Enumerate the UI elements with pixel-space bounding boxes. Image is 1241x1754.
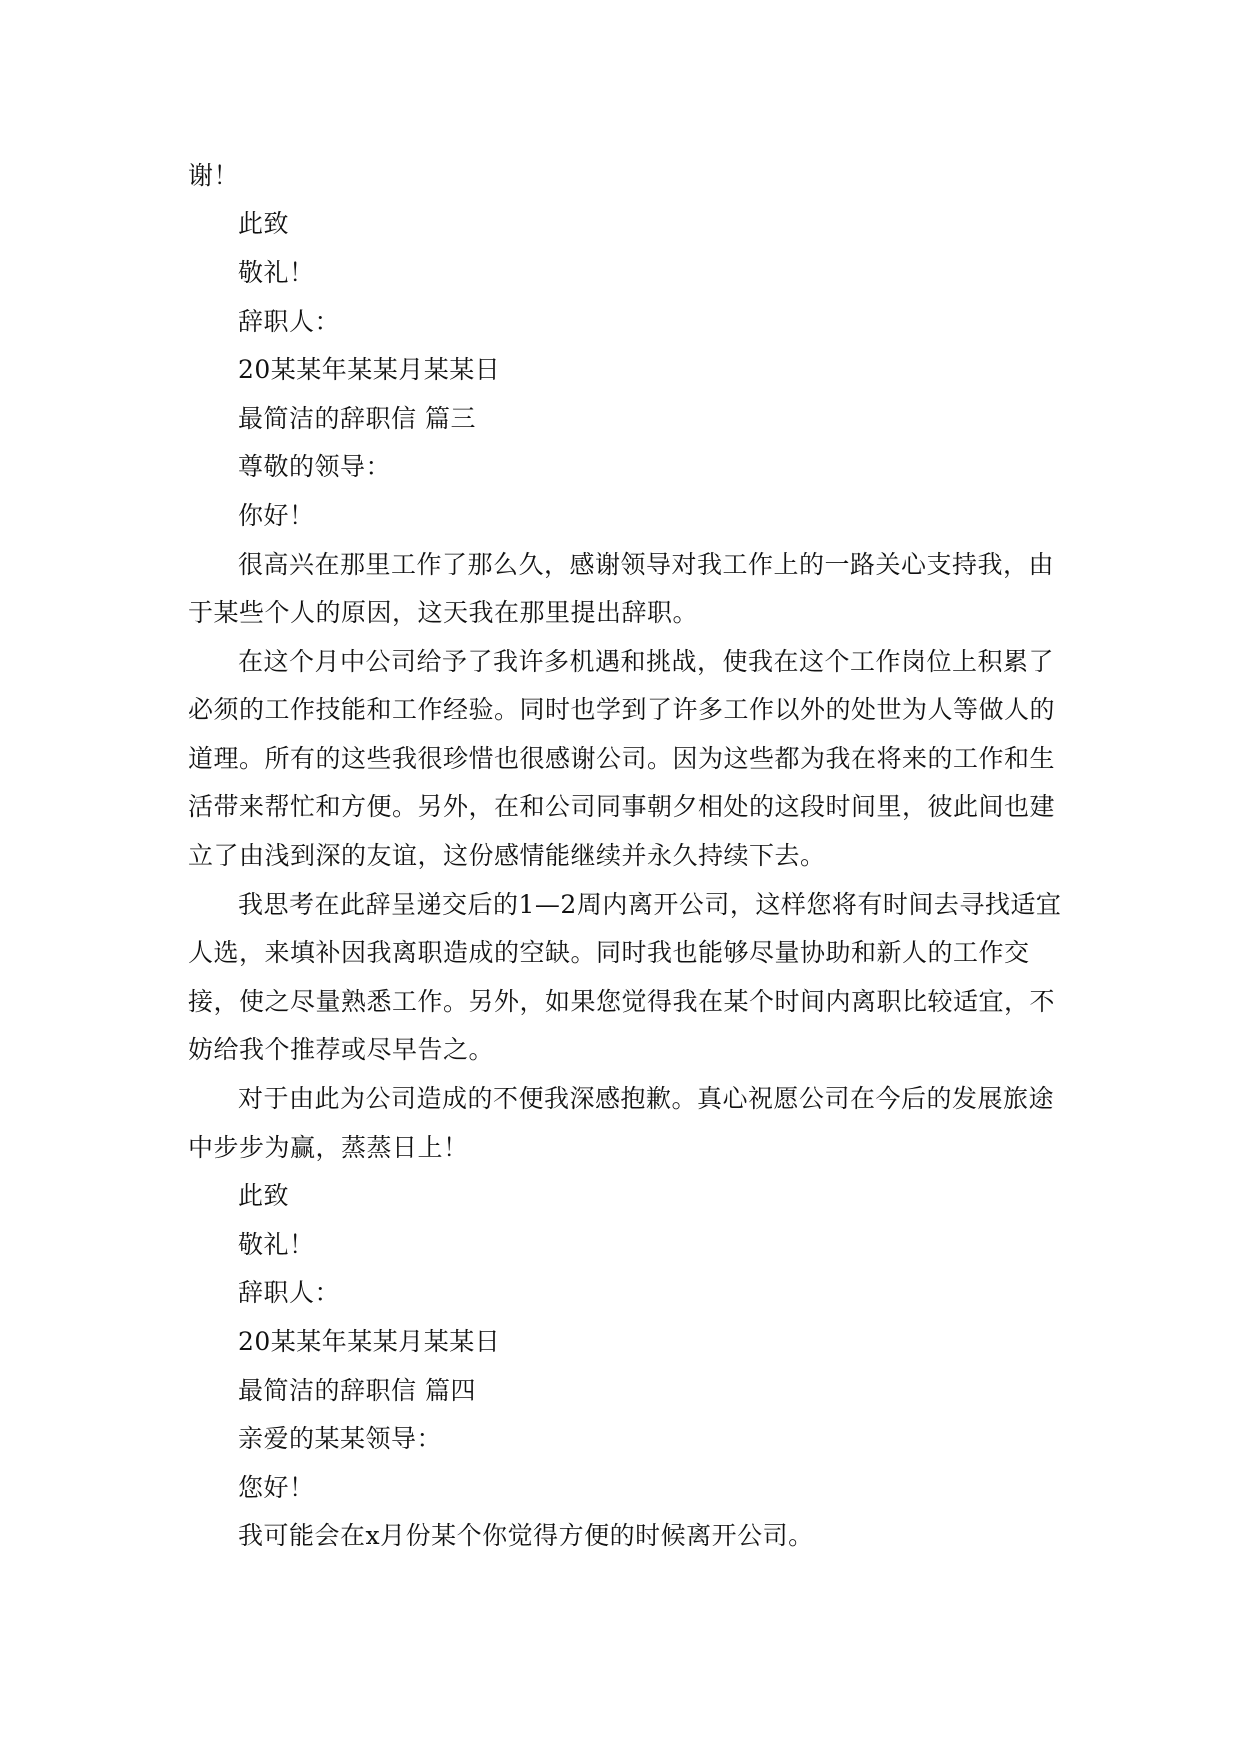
text-line: 中步步为赢，蒸蒸日上！: [188, 1133, 469, 1162]
text-line: 道理。所有的这些我很珍惜也很感谢公司。因为这些都为我在将来的工作和生: [188, 744, 1056, 773]
text-line: 接，使之尽量熟悉工作。另外，如果您觉得我在某个时间内离职比较适宜，不: [188, 987, 1056, 1016]
text-line: 尊敬的领导：: [238, 452, 392, 481]
text-line: 辞职人：: [238, 1278, 341, 1307]
text-line: 立了由浅到深的友谊，这份感情能继续并永久持续下去。: [188, 841, 826, 870]
text-line: 对于由此为公司造成的不便我深感抱歉。真心祝愿公司在今后的发展旅途: [238, 1084, 1055, 1113]
text-line: 敬礼！: [238, 258, 315, 287]
text-line: 你好！: [238, 501, 315, 530]
text-line: 此致: [238, 1181, 290, 1210]
section-heading: 最简洁的辞职信 篇四: [238, 1376, 476, 1405]
text-line: 此致: [238, 209, 290, 238]
text-line: 您好！: [238, 1473, 315, 1502]
section-heading: 最简洁的辞职信 篇三: [238, 404, 476, 433]
text-line: 必须的工作技能和工作经验。同时也学到了许多工作以外的处世为人等做人的: [188, 695, 1056, 724]
text-line: 20某某年某某月某某日: [238, 1327, 501, 1356]
text-line: 活带来帮忙和方便。另外，在和公司同事朝夕相处的这段时间里，彼此间也建: [188, 792, 1056, 821]
text-line: 我思考在此辞呈递交后的1—2周内离开公司，这样您将有时间去寻找适宜: [238, 890, 1062, 919]
text-line: 妨给我个推荐或尽早告之。: [188, 1035, 495, 1064]
text-line: 敬礼！: [238, 1230, 315, 1259]
text-line: 亲爱的某某领导：: [238, 1424, 443, 1453]
text-line: 于某些个人的原因，这天我在那里提出辞职。: [188, 598, 699, 627]
text-line: 很高兴在那里工作了那么久，感谢领导对我工作上的一路关心支持我，由: [238, 550, 1055, 579]
text-line: 我可能会在x月份某个你觉得方便的时候离开公司。: [238, 1521, 814, 1550]
text-line: 谢！: [188, 161, 240, 190]
text-line: 在这个月中公司给予了我许多机遇和挑战，使我在这个工作岗位上积累了: [238, 647, 1055, 676]
text-line: 人选，来填补因我离职造成的空缺。同时我也能够尽量协助和新人的工作交: [188, 938, 1030, 967]
text-line: 20某某年某某月某某日: [238, 355, 501, 384]
text-line: 辞职人：: [238, 307, 341, 336]
